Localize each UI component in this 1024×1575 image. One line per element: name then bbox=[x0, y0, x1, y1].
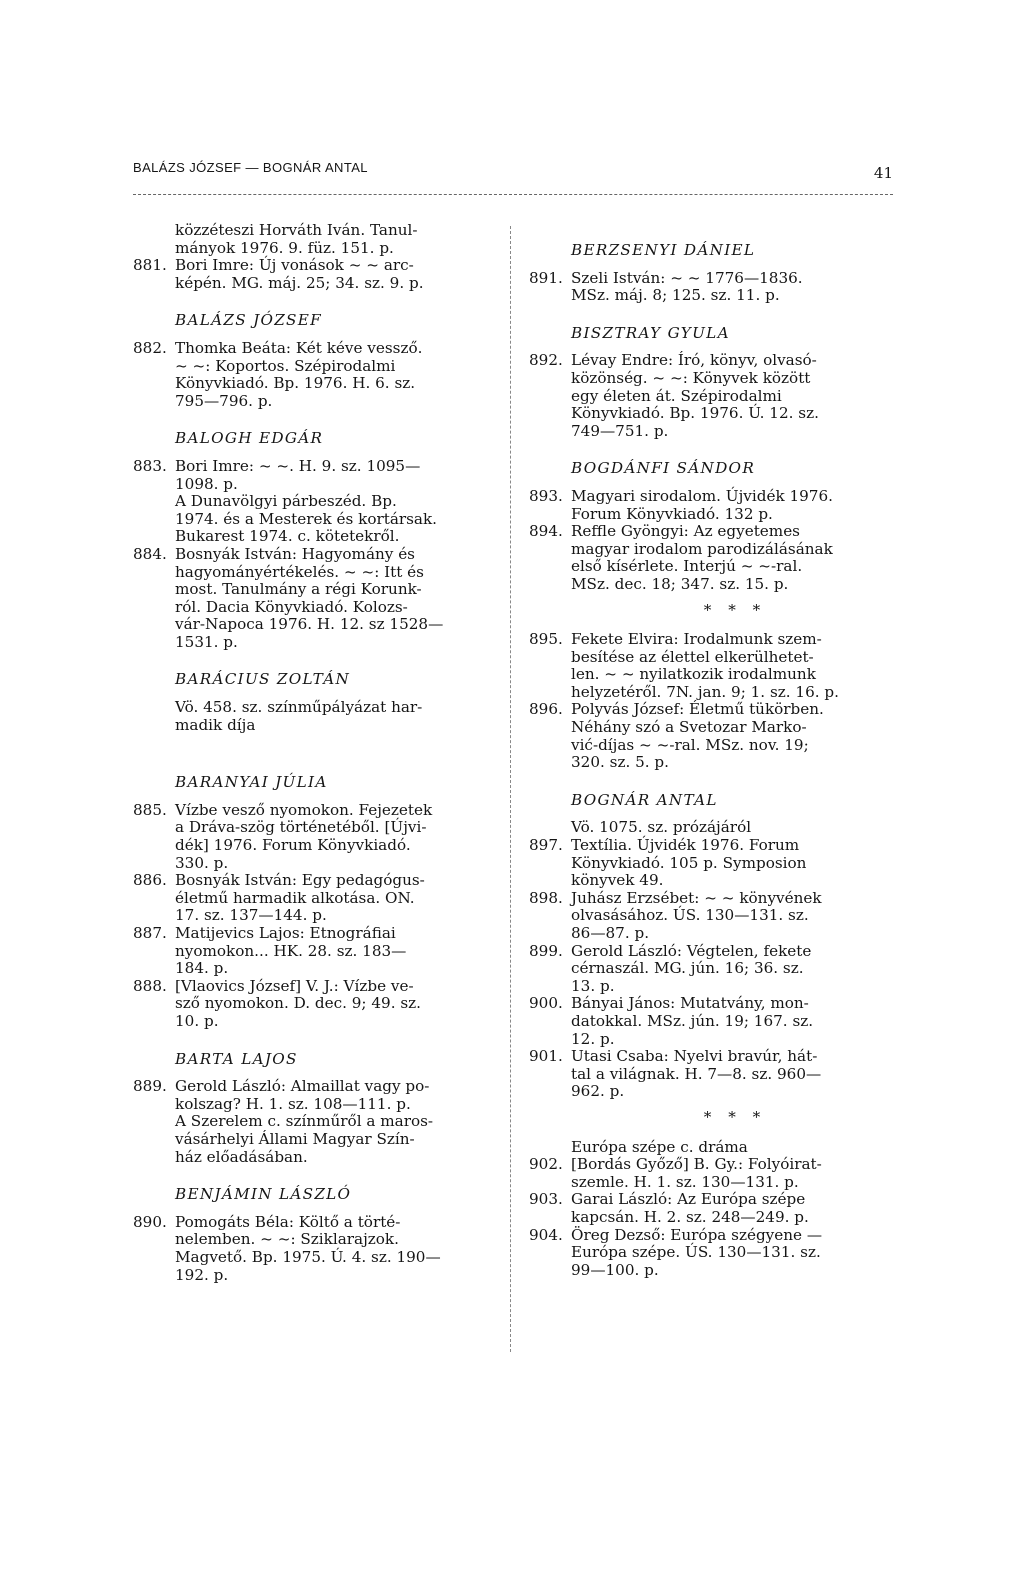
text-line: kolszag? H. 1. sz. 108—111. p. bbox=[175, 1094, 411, 1113]
entry-number: 887. bbox=[133, 924, 167, 942]
bibliography-entry bbox=[133, 458, 503, 476]
bibliography-entry bbox=[529, 837, 899, 855]
text-line: len. ~ ~ nyilatkozik irodalmunk bbox=[571, 665, 816, 684]
text-line: ról. Dacia Könyvkiadó. Kolozs- bbox=[175, 597, 408, 616]
text-line: A Dunavölgyi párbeszéd. Bp. bbox=[175, 492, 397, 511]
bibliography-entry bbox=[529, 523, 899, 541]
text-line: 795—796. p. bbox=[175, 391, 273, 410]
entry-number: 898. bbox=[529, 888, 563, 907]
bibliography-entry bbox=[133, 872, 503, 890]
entry-text: Bori Imre: Új vonások ~ ~ arc- bbox=[175, 256, 414, 275]
entry-text: Lévay Endre: Író, könyv, olvasó- bbox=[571, 351, 817, 370]
entry-number: 882. bbox=[133, 338, 167, 357]
entry-number: 885. bbox=[133, 800, 167, 819]
bibliography-entry bbox=[133, 1078, 503, 1096]
entry-text: Juhász Erzsébet: ~ ~ könyvének bbox=[571, 888, 822, 907]
text-line: Bukarest 1974. c. kötetekről. bbox=[175, 527, 400, 546]
column-divider bbox=[510, 226, 511, 1352]
text-line: első kísérlete. Interjú ~ ~-ral. bbox=[571, 557, 803, 576]
entry-number: 899. bbox=[529, 941, 563, 960]
text-line: Magvető. Bp. 1975. Ú. 4. sz. 190— bbox=[175, 1247, 441, 1266]
text-line: most. Tanulmány a régi Korunk- bbox=[175, 580, 422, 599]
entry-number: 903. bbox=[529, 1190, 563, 1209]
entry-number: 884. bbox=[133, 544, 167, 563]
section-heading: BERZSENYI DÁNIEL bbox=[571, 241, 756, 259]
text-line: 13. p. bbox=[571, 976, 615, 995]
text-line: vár-Napoca 1976. H. 12. sz 1528— bbox=[175, 615, 444, 634]
text-line: besítése az élettel elkerülhetet- bbox=[571, 647, 814, 666]
left-column bbox=[133, 222, 503, 1284]
section-heading: BARÁCIUS ZOLTÁN bbox=[175, 670, 351, 689]
text-line: 320. sz. 5. p. bbox=[571, 753, 669, 772]
bibliography-entry bbox=[529, 488, 899, 506]
section-heading: BARTA LAJOS bbox=[175, 1049, 298, 1068]
text-line: 17. sz. 137—144. p. bbox=[175, 906, 327, 925]
entry-number: 895. bbox=[529, 630, 563, 649]
bibliography-entry bbox=[529, 1227, 899, 1245]
section-heading: BOGNÁR ANTAL bbox=[571, 790, 718, 809]
asterism: * * * bbox=[703, 600, 767, 619]
text-line: Vö. 458. sz. színműpályázat har- bbox=[175, 698, 423, 717]
text-line: nyomokon... HK. 28. sz. 183— bbox=[175, 941, 407, 960]
entry-number: 894. bbox=[529, 522, 563, 541]
entry-text: [Bordás Győző] B. Gy.: Folyóirat- bbox=[571, 1155, 822, 1174]
text-line: 1974. és a Mesterek és kortársak. bbox=[175, 509, 438, 528]
entry-text: Utasi Csaba: Nyelvi bravúr, hát- bbox=[571, 1047, 818, 1066]
entry-text: Textília. Újvidék 1976. Forum bbox=[571, 836, 800, 855]
text-line: Európa szépe. ÚS. 130—131. sz. bbox=[571, 1243, 821, 1262]
bibliography-entry bbox=[133, 1214, 503, 1232]
entry-text: Szeli István: ~ ~ 1776—1836. bbox=[571, 268, 803, 287]
bibliography-entry bbox=[133, 257, 503, 275]
text-line: egy életen át. Szépirodalmi bbox=[571, 386, 782, 405]
entry-number: 900. bbox=[529, 994, 563, 1013]
text-line: helyzetéről. 7N. jan. 9; 1. sz. 16. p. bbox=[571, 682, 839, 701]
text-line: közönség. ~ ~: Könyvek között bbox=[571, 368, 811, 387]
text-line: Európa szépe c. dráma bbox=[571, 1137, 748, 1156]
text-line: képén. MG. máj. 25; 34. sz. 9. p. bbox=[175, 273, 424, 292]
entry-text: Bosnyák István: Hagyomány és bbox=[175, 544, 415, 563]
bibliography-entry bbox=[529, 995, 899, 1013]
bibliography-entry bbox=[529, 631, 899, 649]
text-line: nelemben. ~ ~: Sziklarajzok. bbox=[175, 1230, 399, 1249]
bibliography-entry bbox=[133, 340, 503, 358]
bibliography-entry bbox=[133, 925, 503, 943]
text-line: datokkal. MSz. jún. 19; 167. sz. bbox=[571, 1011, 814, 1030]
text-line: a Dráva-szög történetéből. [Újvi- bbox=[175, 818, 427, 837]
entry-number: 890. bbox=[133, 1212, 167, 1231]
text-line: ház előadásában. bbox=[175, 1147, 308, 1166]
entry-text: Gerold László: Végtelen, fekete bbox=[571, 941, 812, 960]
text-line: 749—751. p. bbox=[571, 421, 669, 440]
text-line: madik díja bbox=[175, 715, 256, 734]
entry-text: Thomka Beáta: Két kéve vessző. bbox=[175, 338, 423, 357]
entry-number: 888. bbox=[133, 976, 167, 995]
bibliography-entry bbox=[529, 1048, 899, 1066]
entry-number: 904. bbox=[529, 1225, 563, 1244]
entry-number: 889. bbox=[133, 1077, 167, 1096]
text-line: Forum Könyvkiadó. 132 p. bbox=[571, 504, 773, 523]
page-header bbox=[133, 150, 893, 190]
text-line: Néhány szó a Svetozar Marko- bbox=[571, 718, 807, 737]
text-line: tal a világnak. H. 7—8. sz. 960— bbox=[571, 1064, 822, 1083]
text-line: közzéteszi Horváth Iván. Tanul- bbox=[175, 221, 418, 239]
entry-text: [Vlaovics József] V. J.: Vízbe ve- bbox=[175, 976, 414, 995]
section-heading: BISZTRAY GYULA bbox=[571, 323, 730, 342]
bibliography-entry bbox=[529, 890, 899, 908]
text-line: MSz. máj. 8; 125. sz. 11. p. bbox=[571, 286, 780, 305]
text-line: olvasásához. ÚS. 130—131. sz. bbox=[571, 906, 809, 925]
text-line: könyvek 49. bbox=[571, 871, 664, 890]
bibliography-entry bbox=[529, 701, 899, 719]
header-rule bbox=[133, 194, 893, 195]
text-line: 192. p. bbox=[175, 1265, 229, 1284]
text-line: 1531. p. bbox=[175, 632, 238, 651]
entry-text: Öreg Dezső: Európa szégyene — bbox=[571, 1225, 823, 1244]
bibliography-entry bbox=[529, 270, 899, 288]
bibliography-entry bbox=[529, 1191, 899, 1209]
text-line: Könyvkiadó. Bp. 1976. Ú. 12. sz. bbox=[571, 404, 819, 423]
entry-text: Bányai János: Mutatvány, mon- bbox=[571, 994, 809, 1013]
entry-number: 901. bbox=[529, 1047, 563, 1066]
section-heading: BALÁZS JÓZSEF bbox=[175, 311, 322, 330]
entry-text: Magyari sirodalom. Újvidék 1976. bbox=[571, 486, 833, 505]
asterism: * * * bbox=[703, 1107, 767, 1126]
section-heading: BOGDÁNFI SÁNDOR bbox=[571, 459, 756, 478]
bibliography-entry bbox=[133, 978, 503, 996]
text-line: ~ ~: Koportos. Szépirodalmi bbox=[175, 356, 396, 375]
entry-number: 896. bbox=[529, 700, 563, 719]
text-line: MSz. dec. 18; 347. sz. 15. p. bbox=[571, 574, 789, 593]
text-line: magyar irodalom parodizálásának bbox=[571, 539, 833, 558]
entry-text: Vízbe vesző nyomokon. Fejezetek bbox=[175, 800, 433, 819]
text-line: szemle. H. 1. sz. 130—131. p. bbox=[571, 1172, 799, 1191]
text-line: 962. p. bbox=[571, 1082, 625, 1101]
text-line: 1098. p. bbox=[175, 474, 238, 493]
text-line: életmű harmadik alkotása. ON. bbox=[175, 888, 415, 907]
text-line: hagyományértékelés. ~ ~: Itt és bbox=[175, 562, 424, 581]
text-line: Könyvkiadó. Bp. 1976. H. 6. sz. bbox=[175, 374, 416, 393]
bibliography-entry bbox=[529, 352, 899, 370]
bibliography-entry bbox=[133, 546, 503, 564]
bibliography-entry bbox=[529, 1156, 899, 1174]
bibliography-entry bbox=[133, 802, 503, 820]
entry-text: Fekete Elvira: Irodalmunk szem- bbox=[571, 630, 822, 649]
bibliography-entry bbox=[529, 943, 899, 961]
text-line: 330. p. bbox=[175, 853, 229, 872]
text-line: A Szerelem c. színműről a maros- bbox=[175, 1112, 434, 1131]
text-line: 10. p. bbox=[175, 1011, 219, 1030]
entry-text: Garai László: Az Európa szépe bbox=[571, 1190, 806, 1209]
text-line: kapcsán. H. 2. sz. 248—249. p. bbox=[571, 1207, 809, 1226]
entry-text: Bosnyák István: Egy pedagógus- bbox=[175, 871, 425, 890]
spacer bbox=[133, 734, 503, 754]
entry-number: 902. bbox=[529, 1155, 563, 1174]
running-head: BALÁZS JÓZSEF — BOGNÁR ANTAL bbox=[133, 160, 368, 175]
entry-number: 881. bbox=[133, 256, 167, 275]
entry-number: 892. bbox=[529, 351, 563, 370]
text-line: 12. p. bbox=[571, 1029, 615, 1048]
entry-number: 886. bbox=[133, 871, 167, 890]
entry-text: Matijevics Lajos: Etnográfiai bbox=[175, 924, 396, 942]
entry-text: Bori Imre: ~ ~. H. 9. sz. 1095— bbox=[175, 456, 421, 475]
text-line: Könyvkiadó. 105 p. Symposion bbox=[571, 853, 807, 872]
entry-text: Polyvás József: Életmű tükörben. bbox=[571, 700, 824, 719]
entry-number: 891. bbox=[529, 268, 563, 287]
entry-number: 893. bbox=[529, 486, 563, 505]
section-heading: BARANYAI JÚLIA bbox=[175, 773, 328, 792]
text-line: dék] 1976. Forum Könyvkiadó. bbox=[175, 836, 411, 855]
right-column bbox=[529, 222, 899, 1279]
entry-number: 897. bbox=[529, 836, 563, 855]
text-line: sző nyomokon. D. dec. 9; 49. sz. bbox=[175, 994, 421, 1013]
entry-text: Reffle Gyöngyi: Az egyetemes bbox=[571, 522, 800, 541]
text-line: Vö. 1075. sz. prózájáról bbox=[571, 818, 752, 837]
text-line: vić-díjas ~ ~-ral. MSz. nov. 19; bbox=[571, 735, 809, 754]
text-line: vásárhelyi Állami Magyar Szín- bbox=[175, 1129, 415, 1148]
text-line: 86—87. p. bbox=[571, 924, 650, 942]
text-line: cérnaszál. MG. jún. 16; 36. sz. bbox=[571, 959, 804, 978]
section-heading: BENJÁMIN LÁSZLÓ bbox=[175, 1185, 352, 1204]
entry-text: Pomogáts Béla: Költő a törté- bbox=[175, 1212, 401, 1231]
entry-number: 883. bbox=[133, 456, 167, 475]
entry-text: Gerold László: Almaillat vagy po- bbox=[175, 1077, 430, 1096]
text-line: 184. p. bbox=[175, 959, 229, 978]
section-heading: BALOGH EDGÁR bbox=[175, 429, 324, 448]
page-number: 41 bbox=[873, 164, 893, 182]
text-line: 99—100. p. bbox=[571, 1260, 659, 1279]
text-line: mányok 1976. 9. füz. 151. p. bbox=[175, 238, 394, 257]
